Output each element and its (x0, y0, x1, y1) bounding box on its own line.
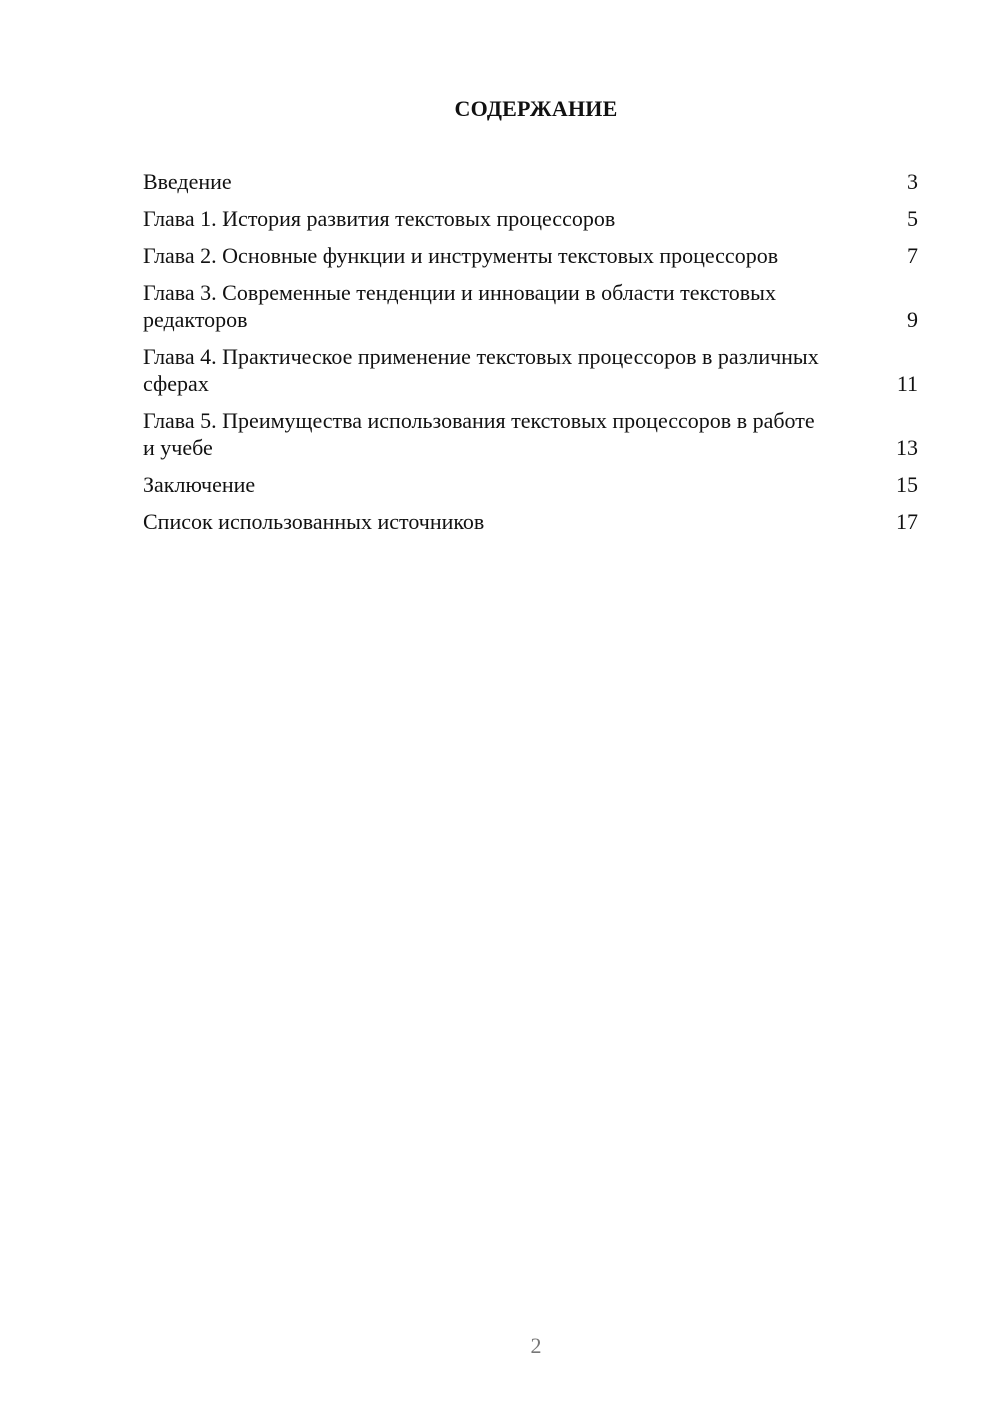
toc-title: СОДЕРЖАНИЕ (454, 96, 618, 121)
toc-item-text: Глава 3. Современные тенденции и инновации в области текстовых редакторов (143, 280, 776, 332)
toc-item-text: Список использованных источников (143, 509, 485, 534)
toc-item-page: 5 (907, 206, 918, 231)
toc-item-page: 11 (896, 371, 918, 396)
toc-item-text: Глава 5. Преимущества использования текстовых процессоров в работе и учебе (143, 408, 815, 460)
toc-item-chapter-1[interactable] (143, 205, 918, 232)
toc-item-page: 13 (896, 435, 918, 460)
toc-item-page: 3 (907, 169, 918, 194)
toc-item-introduction[interactable] (143, 168, 918, 195)
toc-item-conclusion[interactable] (143, 471, 918, 498)
toc-item-page: 15 (896, 472, 918, 497)
toc-item-page: 7 (907, 243, 918, 268)
toc-item-chapter-2[interactable] (143, 242, 918, 269)
toc-item-page: 9 (907, 307, 918, 332)
toc-item-chapter-4[interactable] (143, 343, 918, 397)
toc-item-text: Заключение (143, 472, 256, 497)
toc-item-text: Глава 4. Практическое применение текстовых процессоров в различных сферах (143, 344, 819, 396)
toc-item-references[interactable] (143, 508, 918, 535)
toc-item-chapter-3[interactable] (143, 279, 918, 333)
toc-item-chapter-5[interactable] (143, 407, 918, 461)
toc-item-text: Глава 2. Основные функции и инструменты текстовых процессоров (143, 243, 779, 268)
toc-item-page: 17 (896, 509, 918, 534)
table-of-contents (143, 168, 918, 545)
toc-item-text: Глава 1. История развития текстовых процессоров (143, 206, 616, 231)
page-number: 2 (530, 1333, 542, 1358)
toc-item-text: Введение (143, 169, 232, 194)
